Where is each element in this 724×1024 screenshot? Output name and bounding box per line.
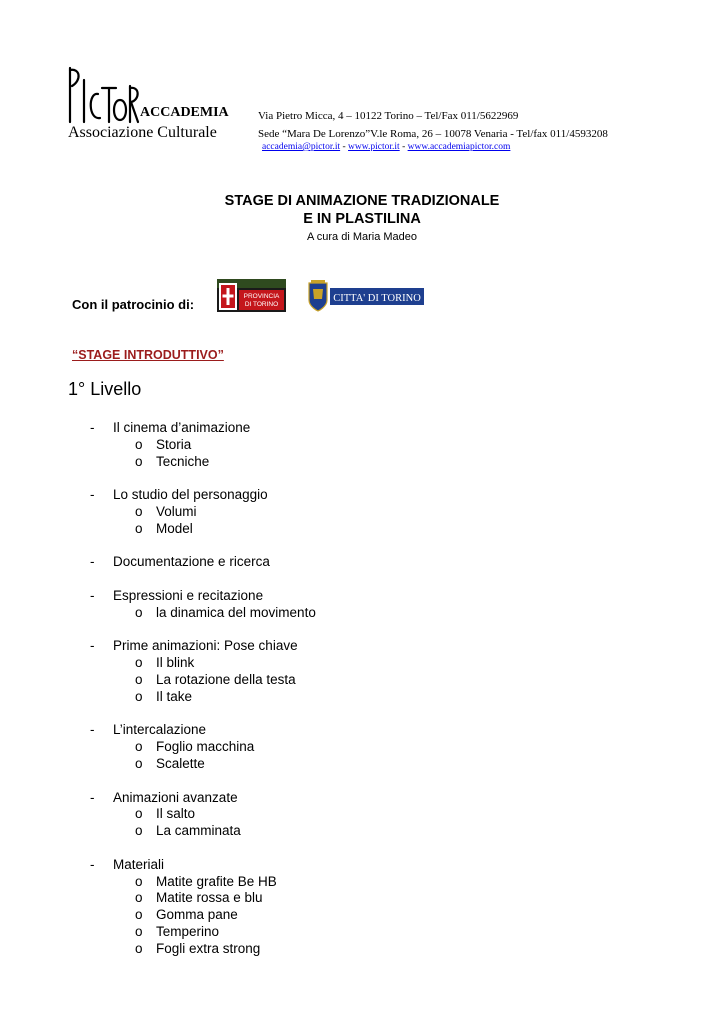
website-link-pictor[interactable]: www.pictor.it [348, 142, 400, 152]
outline-item-label: L’intercalazione [113, 722, 207, 738]
circle-bullet: o [135, 504, 143, 519]
outline-subitem-label: Volumi [156, 504, 197, 519]
org-subtitle: Associazione Culturale [68, 124, 217, 141]
outline-item-label: Espressioni e recitazione [113, 588, 264, 603]
address-line-1: Via Pietro Micca, 4 – 10122 Torino – Tel/Fax 011/5622969 [258, 110, 519, 122]
citta-text: CITTA' DI TORINO [333, 293, 421, 304]
outline-subitem-label: Tecniche [156, 453, 210, 469]
provincia-text-2: DI TORINO [244, 301, 279, 308]
outline-subitem-label: Matite rossa e blu [156, 890, 263, 906]
outline-subitem-label: Gomma pane [156, 907, 238, 923]
outline-subitem-label: la dinamica del movimento [156, 604, 316, 620]
dash-bullet: - [90, 856, 95, 872]
email-link[interactable]: accademia@pictor.it [262, 142, 341, 152]
circle-bullet: o [135, 520, 143, 536]
document-title-line-1: STAGE DI ANIMAZIONE TRADIZIONALE [224, 193, 500, 209]
circle-bullet: o [135, 453, 143, 469]
circle-bullet: o [135, 672, 143, 687]
outline-subitem-label: Storia [156, 436, 192, 452]
dash-bullet: - [90, 588, 95, 603]
circle-bullet: o [135, 907, 143, 923]
contact-separator: - [399, 142, 408, 152]
level-heading: 1° Livello [68, 379, 142, 399]
document-title-line-2: E IN PLASTILINA [303, 211, 421, 227]
outline-subitem-label: Scalette [156, 756, 205, 771]
org-name: ACCADEMIA [140, 105, 229, 120]
circle-bullet: o [135, 655, 143, 671]
circle-bullet: o [135, 604, 143, 620]
outline-subitem-label: Fogli extra strong [156, 940, 261, 956]
address-line-2: Sede “Mara De Lorenzo”V.le Roma, 26 – 10078 Venaria - Tel/fax 011/4593208 [258, 128, 608, 140]
dash-bullet: - [90, 789, 95, 805]
document-subtitle: A cura di Maria Madeo [306, 231, 418, 243]
outline-subitem-label: Il take [156, 688, 193, 704]
contact-separator: - [340, 142, 349, 152]
outline-subitem-label: Il salto [156, 806, 196, 822]
dash-bullet: - [90, 638, 95, 654]
circle-bullet: o [135, 873, 143, 889]
outline-subitem-label: Foglio macchina [156, 739, 255, 755]
outline-subitem-label: Model [156, 520, 193, 536]
circle-bullet: o [135, 924, 143, 939]
provincia-text-1: PROVINCIA [243, 293, 280, 300]
outline-item-label: Animazioni avanzate [113, 789, 238, 805]
circle-bullet: o [135, 436, 143, 452]
circle-bullet: o [135, 823, 143, 839]
outline-item-label: Documentazione e ricerca [113, 554, 270, 570]
circle-bullet: o [135, 806, 143, 822]
circle-bullet: o [135, 739, 143, 755]
circle-bullet: o [135, 940, 143, 956]
dash-bullet: - [90, 420, 95, 435]
outline-item-label: Lo studio del personaggio [113, 487, 268, 503]
outline-item-label: Il cinema d’animazione [113, 420, 251, 435]
patronage-label: Con il patrocinio di: [72, 297, 195, 312]
outline-item-label: Materiali [113, 856, 165, 872]
outline-subitem-label: La camminata [156, 823, 241, 839]
outline-subitem-label: La rotazione della testa [156, 672, 296, 687]
dash-bullet: - [90, 487, 95, 503]
outline-subitem-label: Il blink [156, 655, 195, 671]
dash-bullet: - [90, 722, 95, 738]
outline-item-label: Prime animazioni: Pose chiave [113, 638, 298, 654]
section-heading: “STAGE INTRODUTTIVO” [72, 348, 224, 362]
circle-bullet: o [135, 890, 143, 906]
outline-subitem-label: Temperino [156, 924, 220, 939]
website-link-accademiapictor[interactable]: www.accademiapictor.com [407, 142, 511, 152]
outline-subitem-label: Matite grafite Be HB [156, 873, 277, 889]
circle-bullet: o [135, 688, 143, 704]
dash-bullet: - [90, 554, 95, 570]
circle-bullet: o [135, 756, 143, 771]
